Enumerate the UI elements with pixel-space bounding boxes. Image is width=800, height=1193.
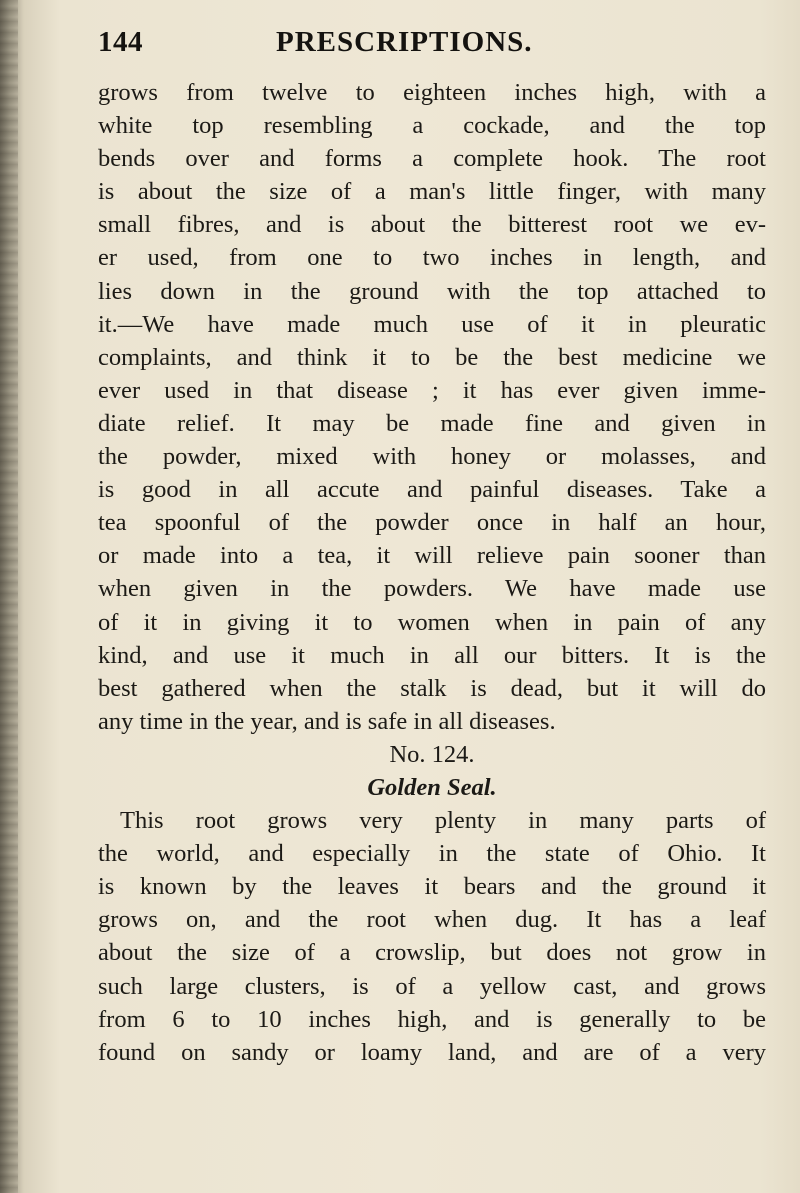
text-line: grows from twelve to eighteen inches high, with a — [98, 79, 766, 106]
text-line: tea spoonful of the powder once in half an hour, — [98, 509, 766, 537]
text-line: found on sandy or loamy land, and are of a very — [98, 1038, 766, 1066]
text-line: small fibres, and is about the bitterest root we ev- — [98, 211, 766, 239]
page-text-block — [98, 26, 766, 1069]
text-line: is good in all accute and painful diseases. Take a — [98, 476, 766, 504]
text-line: grows on, and the root when dug. It has a leaf — [98, 906, 766, 934]
text-line: any time in the year, and is safe in all diseases. — [98, 707, 556, 735]
text-line: such large clusters, is of a yellow cast, and grows — [98, 972, 766, 1000]
text-line: lies down in the ground with the top attached to — [98, 277, 766, 305]
text-line: kind, and use it much in all our bitters. It is the — [98, 641, 766, 669]
text-line: the world, and especially in the state of Ohio. It — [98, 840, 766, 868]
text-line: This root grows very plenty in many parts of — [120, 807, 766, 835]
text-line: about the size of a crowslip, but does not grow in — [98, 939, 766, 967]
running-head-title: PRESCRIPTIONS. — [276, 26, 533, 58]
running-head — [98, 26, 766, 76]
text-line: from 6 to 10 inches high, and is generally to be — [98, 1005, 766, 1033]
text-line: when given in the powders. We have made use — [98, 575, 766, 603]
text-line: er used, from one to two inches in length, and — [98, 244, 766, 272]
text-line: white top resembling a cockade, and the top — [98, 112, 766, 140]
page-number: 144 — [98, 26, 143, 58]
text-line: diate relief. It may be made fine and given in — [98, 409, 766, 437]
text-line: best gathered when the stalk is dead, but it will do — [98, 674, 766, 702]
text-line: it.—We have made much use of it in pleuratic — [98, 310, 766, 338]
page-spine-edge — [0, 0, 18, 1193]
text-line: the powder, mixed with honey or molasses, and — [98, 443, 766, 471]
text-line: or made into a tea, it will relieve pain sooner than — [98, 542, 766, 570]
section-title: Golden Seal. — [367, 773, 497, 801]
text-line: complaints, and think it to be the best medicine we — [98, 343, 766, 371]
text-line: is known by the leaves it bears and the ground it — [98, 873, 766, 901]
text-line: ever used in that disease ; it has ever given imme- — [98, 376, 766, 404]
section-number: No. 124. — [389, 740, 475, 768]
text-line: of it in giving it to women when in pain of any — [98, 608, 766, 636]
text-line: is about the size of a man's little finger, with many — [98, 178, 766, 206]
text-line: bends over and forms a complete hook. The root — [98, 145, 766, 173]
